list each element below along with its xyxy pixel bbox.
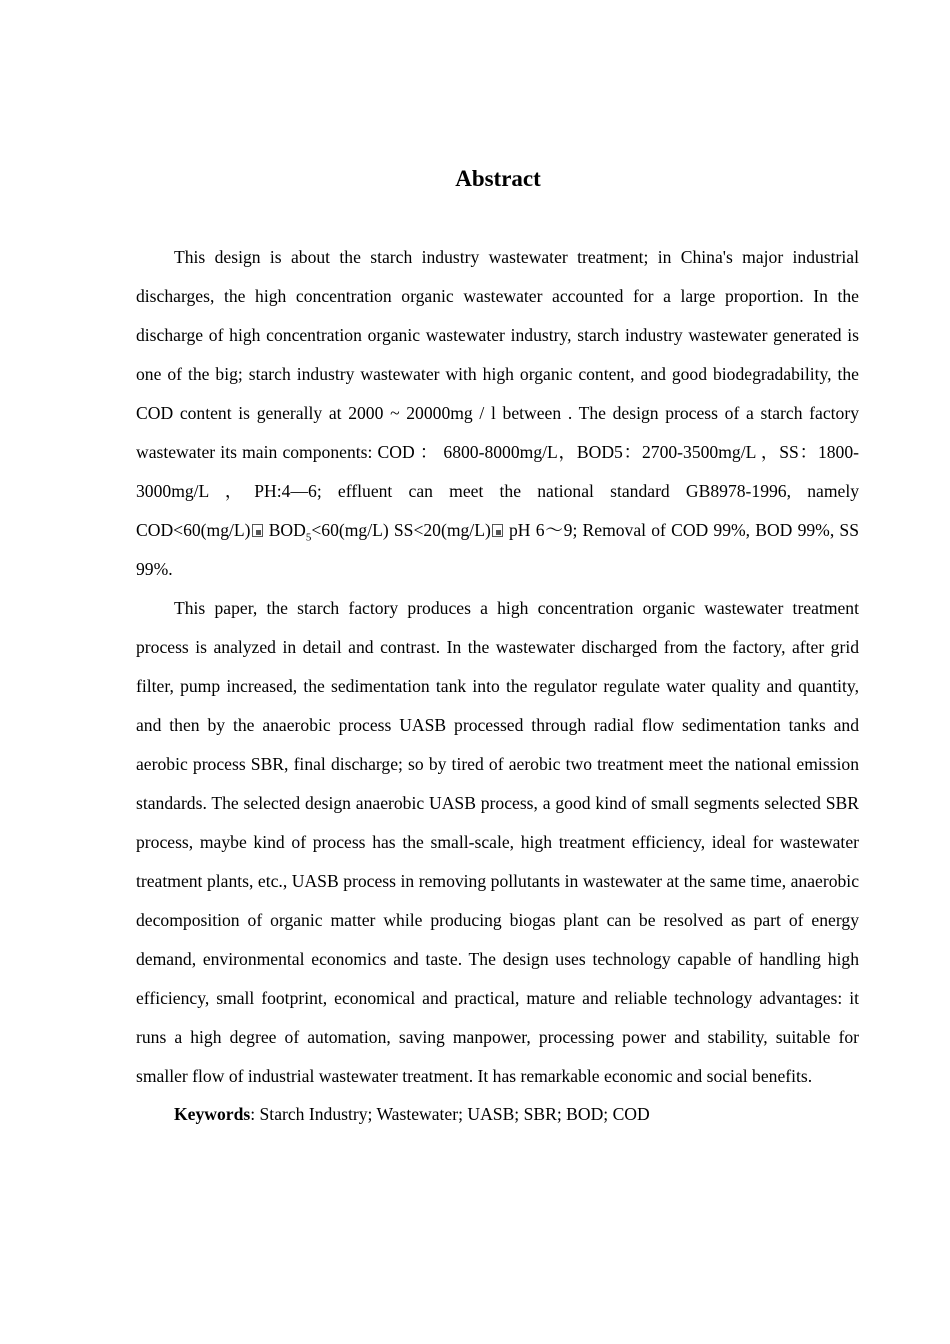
paragraph-1-text-a: This design is about the starch industry wastewater treatment; in China's major industrial discharges, the high concentration organic wastewater accounted for a large proportion. In the discharge of high concentration organic wastewater industry, starch industry wastewater generated is one of the big; starch industry wastewater with high organic content, and good biodegradability, the COD content is generally at 2000 ~ 20000mg / l between . The design process of a starch factory wastewater its main components: COD ： 6800-8000mg/L，BOD5：2700-3500mg/L ，SS：1800-3000mg/L ，PH:4—6; effluent can meet the national standard GB8978-1996, namely COD<60(mg/L) [136,247,859,540]
keywords-label: Keywords [174,1104,251,1124]
abstract-title: Abstract [455,166,541,191]
bod-subscript: 5 [305,531,312,544]
missing-glyph-icon [252,524,263,537]
bod-label: BOD [268,520,306,540]
abstract-body [136,238,859,1132]
keywords-line [136,1096,859,1132]
keywords-text: : Starch Industry; Wastewater; UASB; SBR; BOD; COD [250,1104,650,1124]
missing-glyph-icon [492,524,503,537]
paragraph-1-text-b: <60(mg/L) SS<20(mg/L) [311,520,491,540]
paragraph-1-text-c: pH 6～9; Removal of COD 99%, BOD 99%, SS 99%. [136,520,859,579]
abstract-paragraph-1 [136,238,859,589]
abstract-paragraph-2: This paper, the starch factory produces a high concentration organic wastewater treatment process is analyzed in detail and contrast. In the wastewater discharged from the factory, after grid filter, pump increased, the sedimentation tank into the regulator regulate water quality and quantity, and then by the anaerobic process UASB processed through radial flow sedimentation tanks and aerobic process SBR, final discharge; so by tired of aerobic two treatment meet the national emission standards. The selected design anaerobic UASB process, a good kind of small segments selected SBR process, maybe kind of process has the small-scale, high treatment efficiency, ideal for wastewater treatment plants, etc., UASB process in removing pollutants in wastewater at the same time, anaerobic decomposition of organic matter while producing biogas plant can be resolved as part of energy demand, environmental economics and taste. The design uses technology capable of handling high efficiency, small footprint, economical and practical, mature and reliable technology advantages: it runs a high degree of automation, saving manpower, processing power and stability, suitable for smaller flow of industrial wastewater treatment. It has remarkable economic and social benefits. [136,598,859,1086]
